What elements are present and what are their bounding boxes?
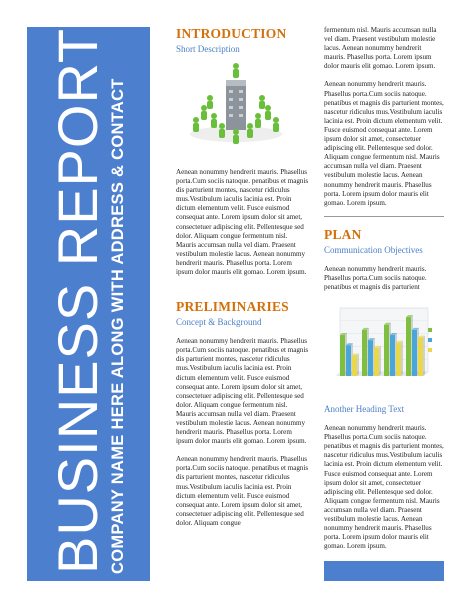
chart-bar (346, 345, 351, 376)
plan-heading: PLAN (324, 226, 362, 242)
chart-legend-swatch (428, 338, 432, 342)
preliminaries-subheading: Concept & Background (176, 317, 262, 328)
chart-bar (340, 335, 345, 376)
chart-bar (418, 338, 423, 376)
chart-bar (396, 343, 401, 376)
chart-bar (352, 356, 357, 376)
section-divider (324, 216, 444, 217)
plan-paragraph: Aenean nonummy hendrerit mauris. Phasellus porta.Cum sociis natoque. penatibus et magnis dis parturient (324, 264, 427, 291)
middle-column (176, 26, 309, 528)
team-building-illustration (186, 60, 286, 146)
report-title-banner (27, 27, 150, 581)
right-paragraph-2: Aenean nonummy hendrerit mauris. Phasellus porta.Cum sociis natoque. penatibus et magnis dis parturient montes, nascetur ridiculus mus.Vestibulum iaculis lacinia est. Proin dictum elementum velit. Fusce euismod consequat ante. Lorem ipsum dolor sit amet, consectetuer adipiscing elit. Pellentesque sed dolor. Aliquam congue fermentum nisl. Mauris accumsan nulla vel diam. Praesent vestibulum molestie lacus. Aenean nonummy hendrerit mauris. Phasellus porta. Lorem ipsum dolor mauris elit gomao. Lorem ipsum. (324, 80, 444, 207)
vertical-title-block (45, 27, 129, 574)
intro-subheading: Short Description (176, 44, 240, 54)
chart-bar (412, 330, 417, 376)
chart-legend-swatch (428, 328, 432, 332)
chart-bar (362, 330, 367, 376)
footer-accent-bar (324, 561, 444, 581)
plan-subheading: Communication Objectives (324, 244, 423, 255)
chart-bar (384, 325, 389, 376)
right-column (324, 26, 444, 551)
report-title: BUSINESS REPORT (45, 27, 109, 574)
chart-bar (374, 348, 379, 376)
chart-bar-side (357, 354, 359, 376)
company-contact-line: COMPANY NAME HERE ALONG WITH ADDRESS & CONTACT (108, 78, 127, 574)
chart-bar (406, 317, 411, 376)
preliminaries-heading: PRELIMINARIES (176, 299, 289, 315)
preliminaries-paragraph-1: Aenean nonummy hendrerit mauris. Phasellus porta.Cum sociis natoque. penatibus et magnis dis parturient montes, nascetur ridiculus mus.Vestibulum iaculis lacinia est. Proin dictum elementum velit. Fusce euismod consequat ante. Lorem ipsum dolor sit amet, consectetuer adipiscing elit. Pellentesque sed dolor. Aliquam congue fermentum nisl. Mauris accumsan nulla vel diam. Praesent vestibulum molestie lacus. Aenean nonummy hendrerit mauris. Phasellus porta. Lorem ipsum dolor mauris elit gomao. Lorem ipsum. (176, 337, 309, 446)
chart-legend-swatch (428, 348, 432, 352)
chart-bar-side (401, 341, 403, 376)
chart-bar (368, 340, 373, 376)
chart-bar (390, 335, 395, 376)
another-heading: Another Heading Text (324, 404, 405, 415)
another-paragraph: Aenean nonummy hendrerit mauris. Phasellus porta.Cum sociis natoque. penatibus et magnis dis parturient montes, nascetur ridiculus mus.Vestibulum iaculis lacinia est. Proin dictum elementum velit. Fusce euismod consequat ante. Lorem ipsum dolor sit amet, consectetuer adipiscing elit. Pellentesque sed dolor. Aliquam congue fermentum nisl. Mauris accumsan nulla vel diam. Praesent vestibulum molestie lacus. Aenean nonummy hendrerit mauris. Phasellus porta. Lorem ipsum dolor mauris elit gomao. Lorem ipsum. (324, 424, 444, 551)
chart-bar-side (379, 346, 381, 376)
intro-heading: INTRODUCTION (176, 26, 287, 41)
chart-bar-side (423, 336, 425, 376)
continued-paragraph: fermentum nisl. Mauris accumsan nulla vel diam. Praesent vestibulum molestie lacus. Aenean nonummy hendrerit mauris. Phasellus porta. Lorem ipsum dolor mauris elit gomao. Lorem ipsum. (324, 26, 437, 71)
objectives-bar-chart (324, 298, 444, 394)
preliminaries-paragraph-2: Aenean nonummy hendrerit mauris. Phasellus porta.Cum sociis natoque. penatibus et magnis dis parturient montes, nascetur ridiculus mus.Vestibulum iaculis lacinia est. Proin dictum elementum velit. Fusce euismod consequat ante. Lorem ipsum dolor sit amet, consectetuer adipiscing elit. Pellentesque sed dolor. Aliquam congue (176, 455, 309, 527)
intro-paragraph: Aenean nonummy hendrerit mauris. Phasellus porta.Cum sociis natoque. penatibus et magnis dis parturient montes, nascetur ridiculus mus.Vestibulum iaculis lacinia est. Proin dictum elementum velit. Fusce euismod consequat ante. Lorem ipsum dolor sit amet, consectetuer adipiscing elit. Pellentesque sed dolor. Aliquam congue fermentum nisl. Mauris accumsan nulla vel diam. Praesent vestibulum molestie lacus. Aenean nonummy hendrerit mauris. Phasellus porta. Lorem ipsum dolor mauris elit gomao. Lorem ipsum. (176, 168, 309, 277)
